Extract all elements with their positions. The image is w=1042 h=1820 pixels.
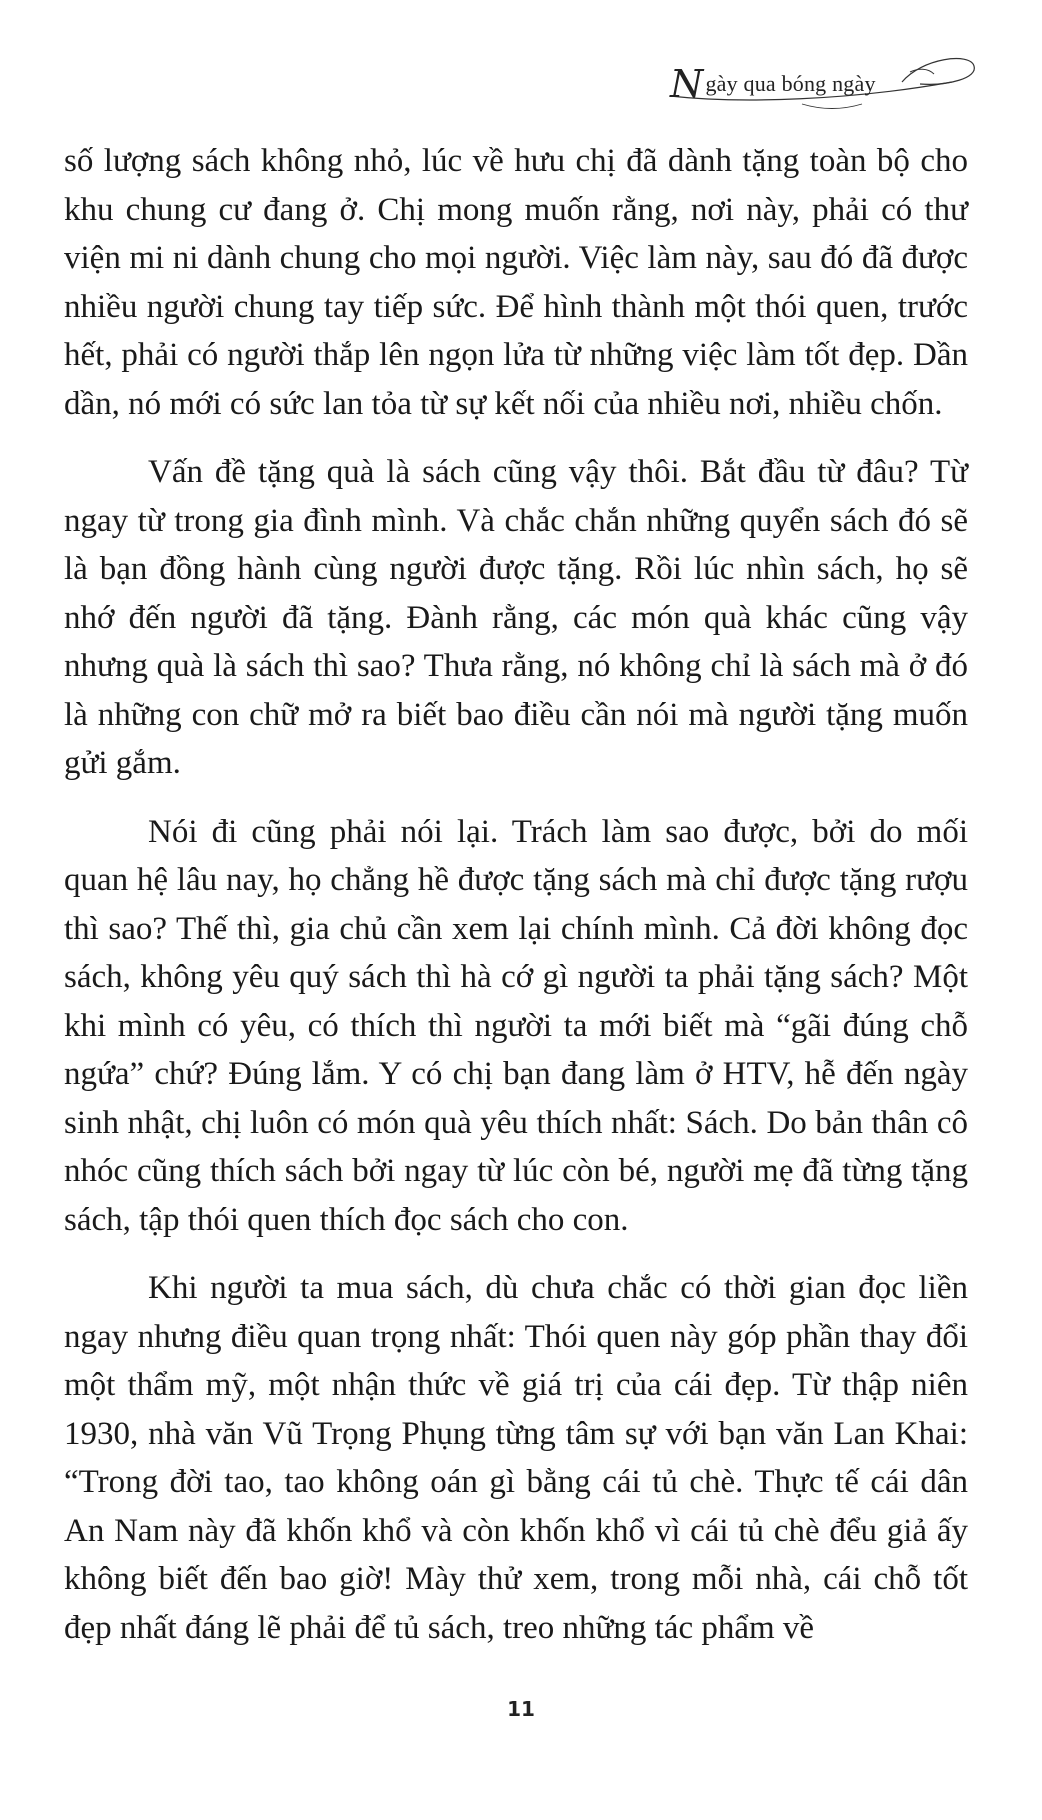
paragraph-3: Nói đi cũng phải nói lại. Trách làm sao được, bởi do mối quan hệ lâu nay, họ chẳng hề được tặng sách mà chỉ được tặng rượu thì sao? Thế thì, gia chủ cần xem lại chính mình. Cả đời không đọc sách, không yêu quý sách thì hà cớ gì người ta phải tặng sách? Một khi mình có yêu, có thích thì người ta mới biết mà “gãi đúng chỗ ngứa” chứ? Đúng lắm. Y có chị bạn đang làm ở HTV, hễ đến ngày sinh nhật, chị luôn có món quà yêu thích nhất: Sách. Do bản thân cô nhóc cũng thích sách bởi ngay từ lúc còn bé, người mẹ đã từng tặng sách, tập thói quen thích đọc sách cho con. — [64, 813, 968, 1238]
running-header-title — [652, 56, 982, 106]
paragraph-4: Khi người ta mua sách, dù chưa chắc có thời gian đọc liền ngay nhưng điều quan trọng nhất: Thói quen này góp phần thay đổi một thẩm mỹ, một nhận thức về giá trị của cái đẹp. Từ thập niên 1930, nhà văn Vũ Trọng Phụng từng tâm sự với bạn văn Lan Khai: “Trong đời tao, tao không oán gì bằng cái tủ chè. Thực tế cái dân An Nam này đã khốn khổ và còn khốn khổ vì cái tủ chè đểu giả ấy không biết đến bao giờ! Mày thử xem, trong mỗi nhà, cái chỗ tốt đẹp nhất đáng lẽ phải để tủ sách, treo những tác phẩm về — [64, 1270, 968, 1646]
paragraph-2: Vấn đề tặng quà là sách cũng vậy thôi. Bắt đầu từ đâu? Từ ngay từ trong gia đình mình. Và chắc chắn những quyển sách đó sẽ là bạn đồng hành cùng người được tặng. Rồi lúc nhìn sách, họ sẽ nhớ đến người đã tặng. Đành rằng, các món quà khác cũng vậy nhưng quà là sách thì sao? Thưa rằng, nó không chỉ là sách mà ở đó là những con chữ mở ra biết bao điều cần nói mà người tặng muốn gửi gắm. — [64, 454, 968, 781]
running-header-initial: N — [670, 62, 704, 106]
body-text — [64, 137, 968, 1672]
paragraph-1: số lượng sách không nhỏ, lúc về hưu chị đã dành tặng toàn bộ cho khu chung cư đang ở. Chị mong muốn rằng, nơi này, phải có thư viện mi ni dành chung cho mọi người. Việc làm này, sau đó đã được nhiều người chung tay tiếp sức. Để hình thành một thói quen, trước hết, phải có người thắp lên ngọn lửa từ những việc làm tốt đẹp. Dần dần, nó mới có sức lan tỏa từ sự kết nối của nhiều nơi, nhiều chốn. — [64, 143, 968, 422]
running-header — [652, 38, 982, 118]
page-number: 11 — [507, 1697, 535, 1721]
running-header-title-text: gày qua bóng ngày — [705, 71, 876, 96]
